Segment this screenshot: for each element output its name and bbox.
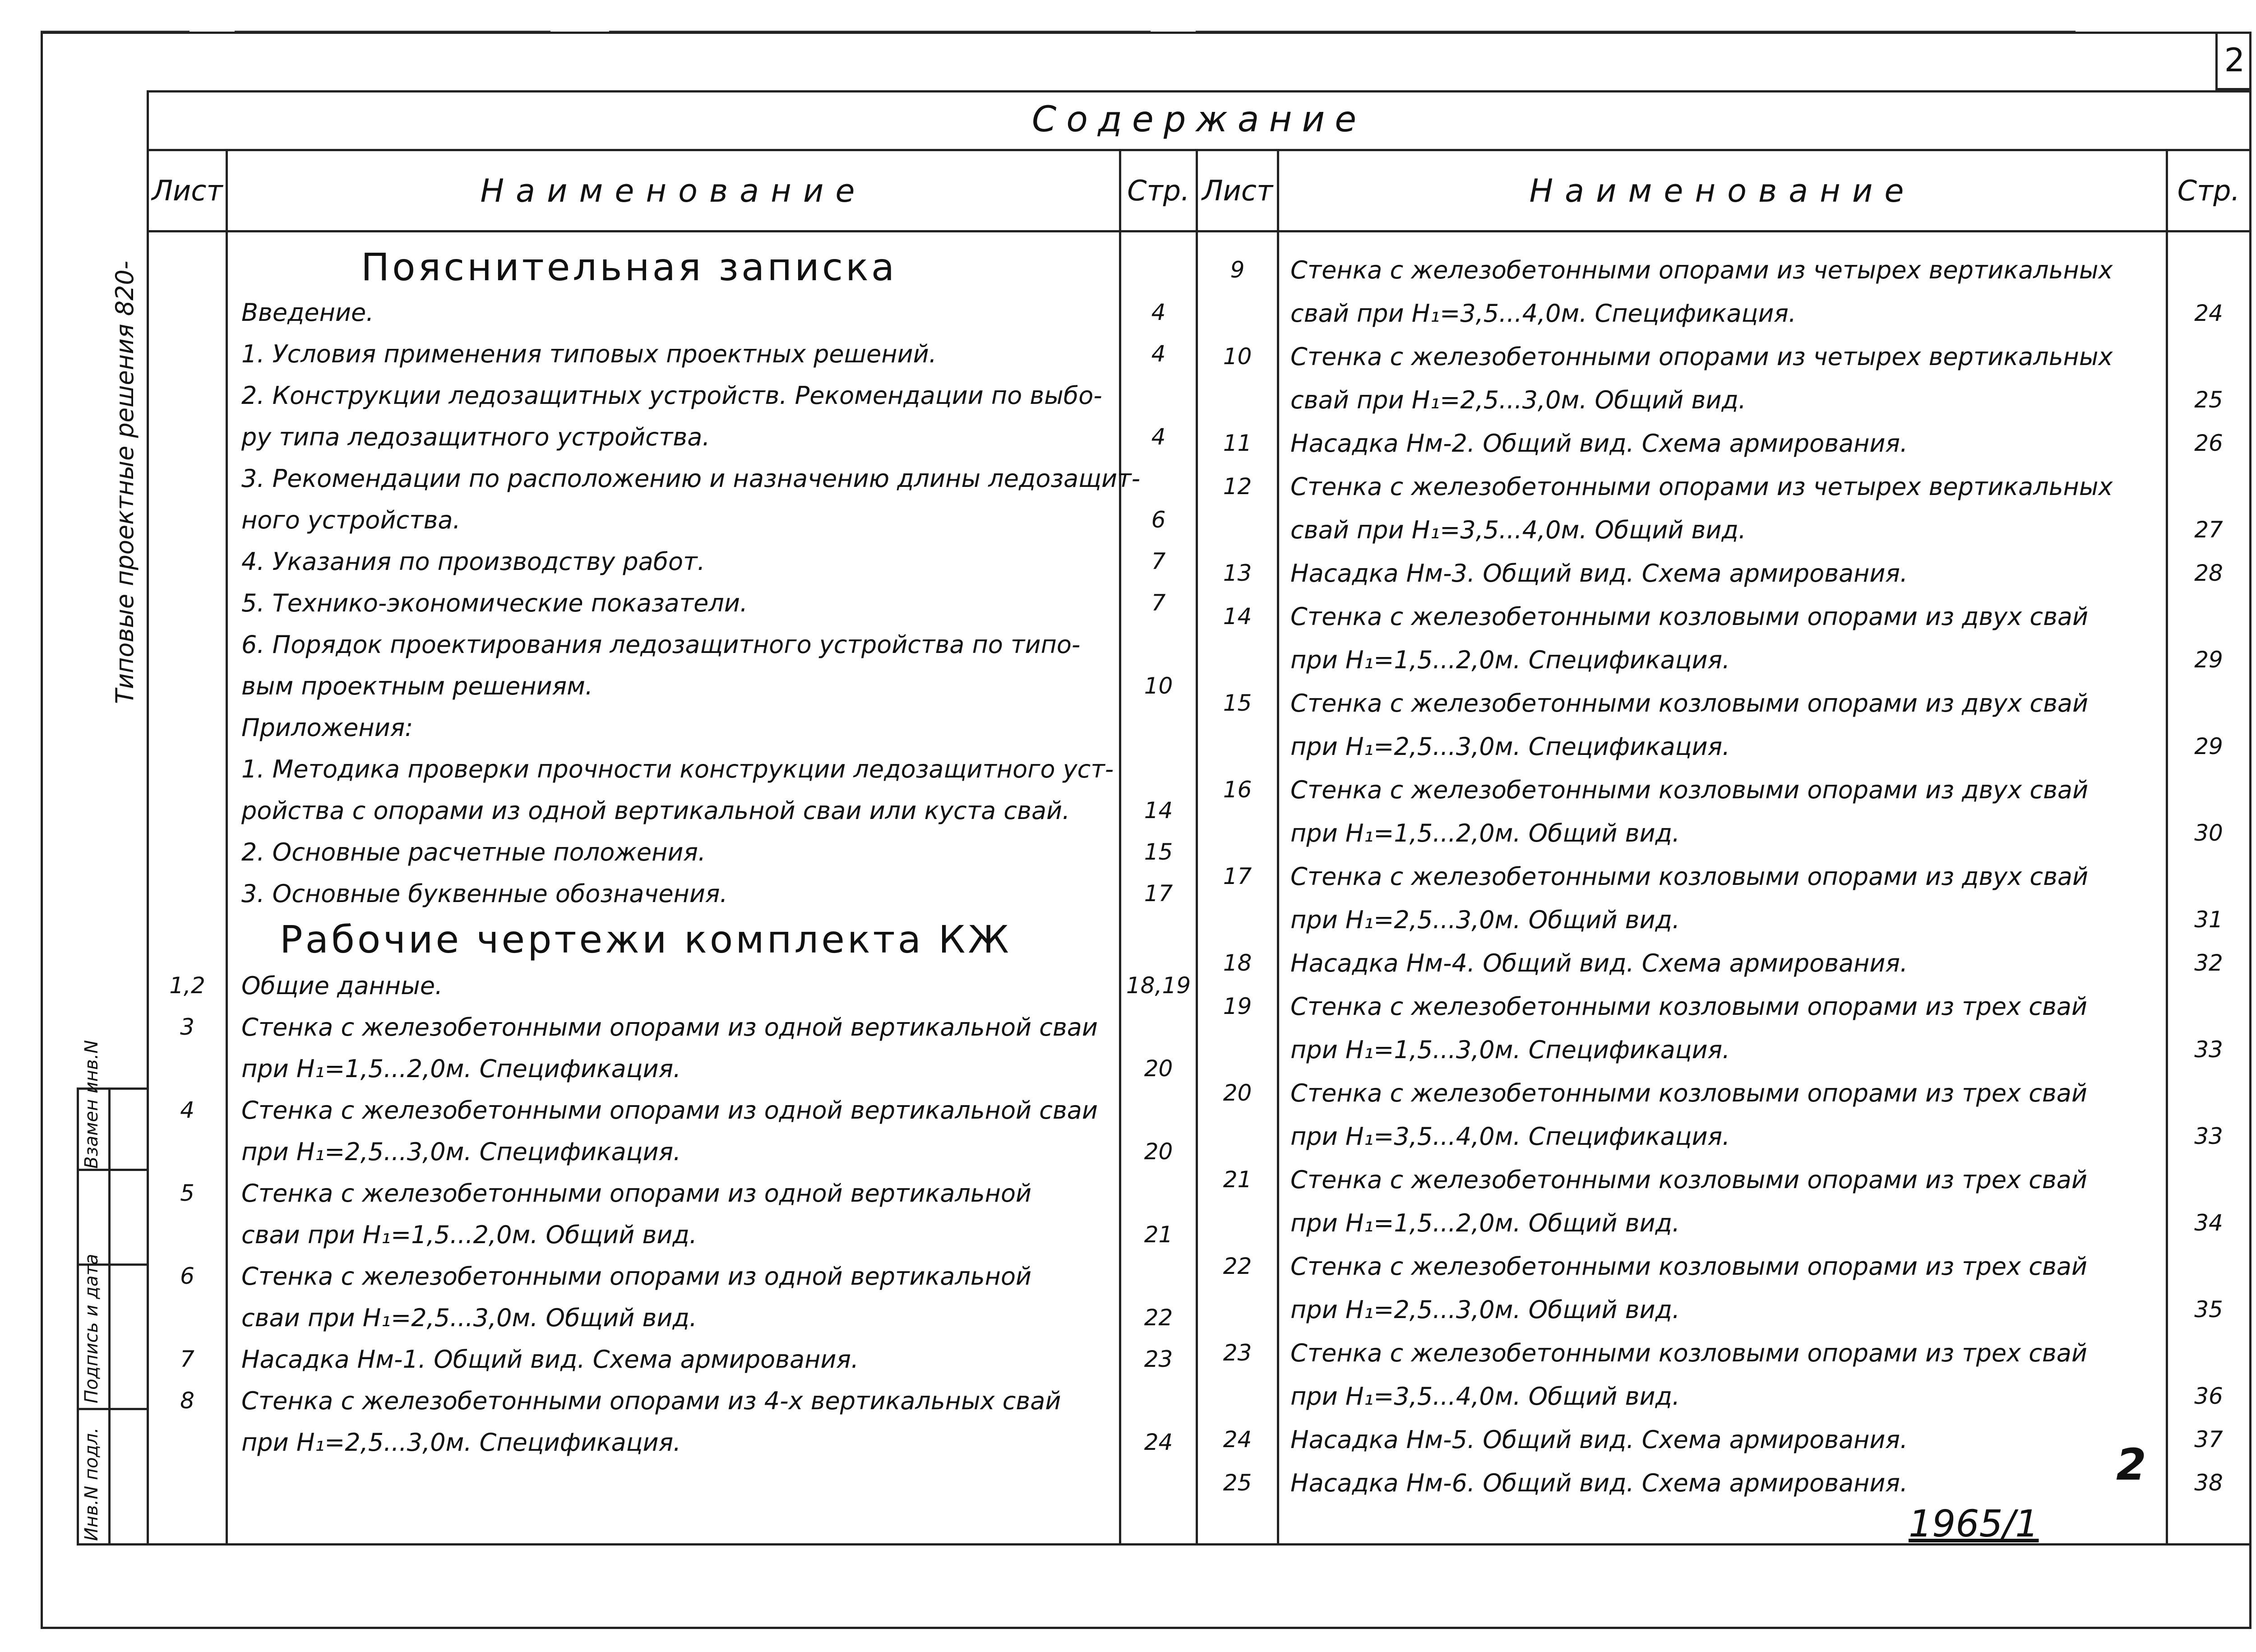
list-item: Стенка с железобетонными козловыми опорами из трех свай: [1290, 1078, 2087, 1107]
section-title-explanatory: Пояснительная записка: [361, 245, 897, 289]
list-item: при H₁=1,5...3,0м. Спецификация.: [1290, 1035, 1730, 1064]
sheet-ref: 19: [1223, 993, 1252, 1019]
list-item: Насадка Нм-5. Общий вид. Схема армирования.: [1290, 1425, 1908, 1454]
list-item: Насадка Нм-4. Общий вид. Схема армирования.: [1290, 949, 1908, 977]
page-ref: 7: [1151, 548, 1166, 574]
list-item: Стенка с железобетонными опорами из одной вертикальной сваи: [241, 1013, 1098, 1041]
side-title: Типовые проектные решения 820-: [111, 260, 139, 704]
header-sheet-left: Лист: [152, 174, 223, 207]
stamp-divider: [108, 1087, 111, 1546]
sheet-ref: 23: [1223, 1340, 1252, 1366]
sheet-ref: 24: [1223, 1426, 1252, 1453]
page-mark: 2: [2116, 1439, 2146, 1490]
header-sheet-right: Лист: [1202, 174, 1273, 207]
list-item: при H₁=1,5...2,0м. Общий вид.: [1290, 1208, 1680, 1237]
list-item: при H₁=1,5...2,0м. Спецификация.: [241, 1054, 681, 1083]
list-item: при H₁=2,5...3,0м. Спецификация.: [1290, 732, 1730, 761]
list-item: 1. Условия применения типовых проектных решений.: [241, 339, 937, 368]
list-item: Стенка с железобетонными козловыми опорами из двух свай: [1290, 775, 2089, 804]
page-ref: 29: [2194, 733, 2223, 759]
sheet-ref: 10: [1223, 343, 1252, 370]
section-title-drawings: Рабочие чертежи комплекта КЖ: [280, 917, 1012, 962]
list-item: ройства с опорами из одной вертикальной сваи или куста свай.: [241, 796, 1070, 825]
page-ref: 36: [2194, 1383, 2223, 1409]
list-item: Стенка с железобетонными опорами из 4-х вертикальных свай: [241, 1386, 1061, 1415]
sheet-ref: 18: [1223, 950, 1252, 976]
album-code: 1965/1: [1909, 1503, 2039, 1546]
page-ref: 10: [1144, 673, 1173, 699]
list-item: сваи при H₁=2,5...3,0м. Общий вид.: [241, 1303, 697, 1332]
page-ref: 14: [1144, 797, 1173, 824]
sheet-ref: 4: [180, 1097, 194, 1123]
list-item: 3. Основные буквенные обозначения.: [241, 879, 728, 908]
page-ref: 32: [2194, 950, 2223, 976]
list-item: 6. Порядок проектирования ледозащитного устройства по типо-: [241, 630, 1081, 659]
page-ref: 34: [2194, 1210, 2223, 1236]
list-item: Стенка с железобетонными козловыми опорами из двух свай: [1290, 602, 2089, 631]
sheet-ref: 6: [180, 1263, 194, 1289]
stamp-label-signature: Подпись и дата: [81, 1254, 102, 1403]
list-item: Стенка с железобетонными козловыми опорами из двух свай: [1290, 689, 2089, 717]
list-item: 4. Указания по производству работ.: [241, 547, 705, 576]
list-item: Приложения:: [241, 713, 413, 742]
sheet-ref: 22: [1223, 1253, 1252, 1279]
page-ref: 4: [1151, 299, 1166, 325]
sheet-ref: 20: [1223, 1080, 1252, 1106]
list-item: Стенка с железобетонными опорами из четырех вертикальных: [1290, 255, 2113, 284]
sheet-ref: 25: [1223, 1470, 1252, 1496]
list-item: Насадка Нм-1. Общий вид. Схема армирования.: [241, 1345, 859, 1374]
list-item: ру типа ледозащитного устройства.: [241, 422, 710, 451]
page-ref: 7: [1151, 590, 1166, 616]
page-ref: 22: [1144, 1305, 1173, 1331]
list-item: Стенка с железобетонными козловыми опорами из двух свай: [1290, 862, 2089, 891]
sheet-ref: 12: [1223, 473, 1252, 500]
list-item: при H₁=2,5...3,0м. Общий вид.: [1290, 1295, 1680, 1324]
header-bottom-border: [147, 230, 2251, 232]
stamp-line-3: [77, 1408, 149, 1410]
page-ref: 33: [2194, 1037, 2223, 1063]
sheet-ref: 13: [1223, 560, 1252, 586]
list-item: Общие данные.: [241, 971, 443, 1000]
list-item: Введение.: [241, 298, 374, 327]
sheet-ref: 3: [180, 1014, 194, 1040]
list-item: Насадка Нм-3. Общий вид. Схема армирования.: [1290, 559, 1908, 588]
table-right-border: [2249, 90, 2251, 1546]
page-ref: 4: [1151, 341, 1166, 367]
sheet-ref: 17: [1223, 863, 1252, 889]
page-ref: 28: [2194, 560, 2223, 586]
table-left-border: [147, 90, 149, 1546]
header-name-left: Наименование: [480, 172, 867, 209]
list-item: свай при H₁=2,5...3,0м. Общий вид.: [1290, 385, 1746, 414]
sheet-ref: 11: [1223, 430, 1252, 456]
page-ref: 20: [1144, 1138, 1173, 1165]
list-item: при H₁=1,5...2,0м. Спецификация.: [1290, 645, 1730, 674]
page-ref: 26: [2194, 430, 2223, 456]
sheet-ref: 5: [180, 1180, 194, 1206]
list-item: Стенка с железобетонными опорами из четырех вертикальных: [1290, 342, 2113, 371]
page-ref: 31: [2194, 907, 2223, 933]
page-ref: 38: [2194, 1470, 2223, 1496]
list-item: Насадка Нм-6. Общий вид. Схема армирования.: [1290, 1468, 1908, 1497]
page-ref: 30: [2194, 820, 2223, 846]
page-ref: 17: [1144, 880, 1173, 907]
sheet-ref: 9: [1230, 257, 1245, 283]
list-item: 2. Основные расчетные положения.: [241, 838, 706, 866]
header-page-left: Стр.: [1127, 174, 1190, 207]
header-name-right: Наименование: [1529, 172, 1916, 209]
list-item: Стенка с железобетонными козловыми опорами из трех свай: [1290, 1252, 2087, 1281]
page-ref: 15: [1144, 839, 1173, 865]
header-page-right: Стр.: [2177, 174, 2240, 207]
sheet-ref: 8: [180, 1388, 194, 1414]
page-ref: 20: [1144, 1055, 1173, 1082]
page-ref: 18,19: [1126, 972, 1191, 999]
page-title: Содержание: [1031, 99, 1367, 140]
list-item: при H₁=2,5...3,0м. Спецификация.: [241, 1137, 681, 1166]
list-item: сваи при H₁=1,5...2,0м. Общий вид.: [241, 1220, 697, 1249]
sheet-ref: 15: [1223, 690, 1252, 716]
list-item: Стенка с железобетонными опорами из одной вертикальной сваи: [241, 1096, 1098, 1124]
sheet-ref: 14: [1223, 603, 1252, 629]
page-ref: 21: [1144, 1222, 1173, 1248]
page-ref: 24: [2194, 300, 2223, 326]
list-item: Стенка с железобетонными опорами из одной вертикальной: [241, 1179, 1032, 1208]
list-item: Стенка с железобетонными козловыми опорами из трех свай: [1290, 992, 2087, 1021]
stamp-label-inventory: Инв.N подл.: [81, 1427, 102, 1541]
list-item: при H₁=1,5...2,0м. Общий вид.: [1290, 819, 1680, 847]
list-item: 1. Методика проверки прочности конструкции ледозащитного уст-: [241, 754, 1114, 783]
list-item: Стенка с железобетонными опорами из четырех вертикальных: [1290, 472, 2113, 501]
list-item: ного устройства.: [241, 505, 461, 534]
page-ref: 29: [2194, 647, 2223, 673]
page-ref: 25: [2194, 387, 2223, 413]
list-item: Стенка с железобетонными козловыми опорами из трех свай: [1290, 1338, 2087, 1367]
page-ref: 6: [1151, 507, 1166, 533]
list-item: при H₁=3,5...4,0м. Спецификация.: [1290, 1122, 1730, 1151]
sheet-ref: 7: [180, 1346, 194, 1372]
list-item: вым проектным решениям.: [241, 671, 593, 700]
col-divider-1: [226, 149, 228, 1546]
page-ref: 23: [1144, 1346, 1173, 1372]
page-ref: 37: [2194, 1426, 2223, 1453]
stamp-line-1: [77, 1169, 149, 1171]
sheet-ref: 16: [1223, 777, 1252, 803]
page-ref: 27: [2194, 517, 2223, 543]
list-item: Насадка Нм-2. Общий вид. Схема армирования.: [1290, 429, 1908, 458]
list-item: Стенка с железобетонными козловыми опорами из трех свай: [1290, 1165, 2087, 1194]
page-ref: 33: [2194, 1123, 2223, 1149]
list-item: Стенка с железобетонными опорами из одной вертикальной: [241, 1262, 1032, 1291]
page-ref: 35: [2194, 1296, 2223, 1323]
list-item: свай при H₁=3,5...4,0м. Общий вид.: [1290, 515, 1746, 544]
list-item: 5. Технико-экономические показатели.: [241, 588, 748, 617]
stamp-left-border: [77, 1087, 79, 1546]
page-ref: 24: [1144, 1429, 1173, 1455]
sheet-ref: 21: [1223, 1166, 1252, 1193]
stamp-label-replace: Взамен инв.N: [81, 1040, 102, 1169]
page-ref: 4: [1151, 424, 1166, 450]
list-item: при H₁=3,5...4,0м. Общий вид.: [1290, 1382, 1680, 1411]
list-item: свай при H₁=3,5...4,0м. Спецификация.: [1290, 299, 1797, 328]
list-item: 2. Конструкции ледозащитных устройств. Рекомендации по выбо-: [241, 381, 1102, 410]
list-item: 3. Рекомендации по расположению и назначению длины ледозащит-: [241, 464, 1141, 493]
list-item: при H₁=2,5...3,0м. Общий вид.: [1290, 905, 1680, 934]
sheet-ref: 1,2: [169, 972, 205, 999]
list-item: при H₁=2,5...3,0м. Спецификация.: [241, 1428, 681, 1457]
col-divider-4: [1277, 149, 1279, 1546]
sheet-number: 2: [2215, 32, 2251, 90]
